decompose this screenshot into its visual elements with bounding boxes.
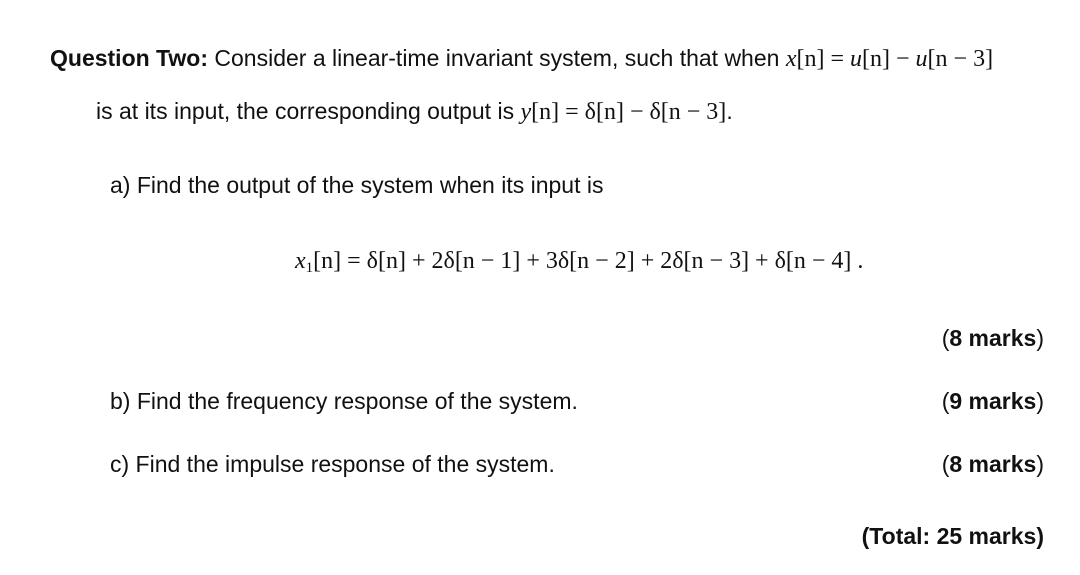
part-a-equation	[295, 248, 863, 277]
part-a-equation-rhs: [n] = δ[n] + 2δ[n − 1] + 3δ[n − 2] + 2δ[n − 3] + δ[n − 4] .	[313, 248, 864, 274]
total-marks	[862, 523, 1044, 550]
output-line-period: .	[726, 98, 733, 124]
part-a-marks-open: (	[941, 325, 950, 351]
question-heading: Question Two:	[50, 45, 209, 71]
part-c-marks-value: 8 marks	[949, 451, 1037, 477]
part-a-equation-symbol: x	[295, 248, 306, 274]
part-c-prompt: c) Find the impulse response of the system.	[110, 451, 555, 477]
step-symbol-1: u	[850, 46, 863, 72]
output-signal-rhs: [n] = δ[n] − δ[n − 3]	[531, 99, 727, 125]
input-signal-symbol: x	[785, 46, 797, 72]
output-signal-equation	[520, 99, 726, 125]
part-b-marks-open: (	[941, 388, 950, 414]
input-signal-rhs-3: [n − 3]	[927, 46, 994, 72]
part-a-prompt: a) Find the output of the system when its input is	[110, 172, 604, 198]
part-a-equation-subscript: 1	[305, 260, 314, 276]
part-b-marks-close: )	[1036, 388, 1044, 414]
input-signal-rhs-2: [n] −	[862, 46, 916, 72]
part-a-marks-value: 8 marks	[949, 325, 1037, 351]
question-output-text: is at its input, the corresponding output is	[96, 98, 515, 124]
input-signal-equation	[786, 46, 993, 72]
input-signal-rhs-1: [n] =	[796, 46, 851, 72]
question-intro-line	[50, 45, 993, 73]
question-intro-text: Consider a linear-time invariant system, such that when	[214, 45, 780, 71]
part-c-marks-close: )	[1036, 451, 1044, 477]
question-output-line	[96, 98, 733, 126]
part-b-marks	[942, 388, 1044, 415]
part-a-marks-close: )	[1036, 325, 1044, 351]
output-signal-symbol: y	[520, 99, 532, 125]
part-b-marks-value: 9 marks	[949, 388, 1037, 414]
total-marks-value: (Total: 25 marks)	[861, 523, 1044, 549]
part-c-marks-open: (	[941, 451, 950, 477]
part-a-marks	[942, 325, 1044, 352]
part-b-prompt: b) Find the frequency response of the system.	[110, 388, 578, 414]
part-c-marks	[942, 451, 1044, 478]
step-symbol-2: u	[915, 46, 928, 72]
